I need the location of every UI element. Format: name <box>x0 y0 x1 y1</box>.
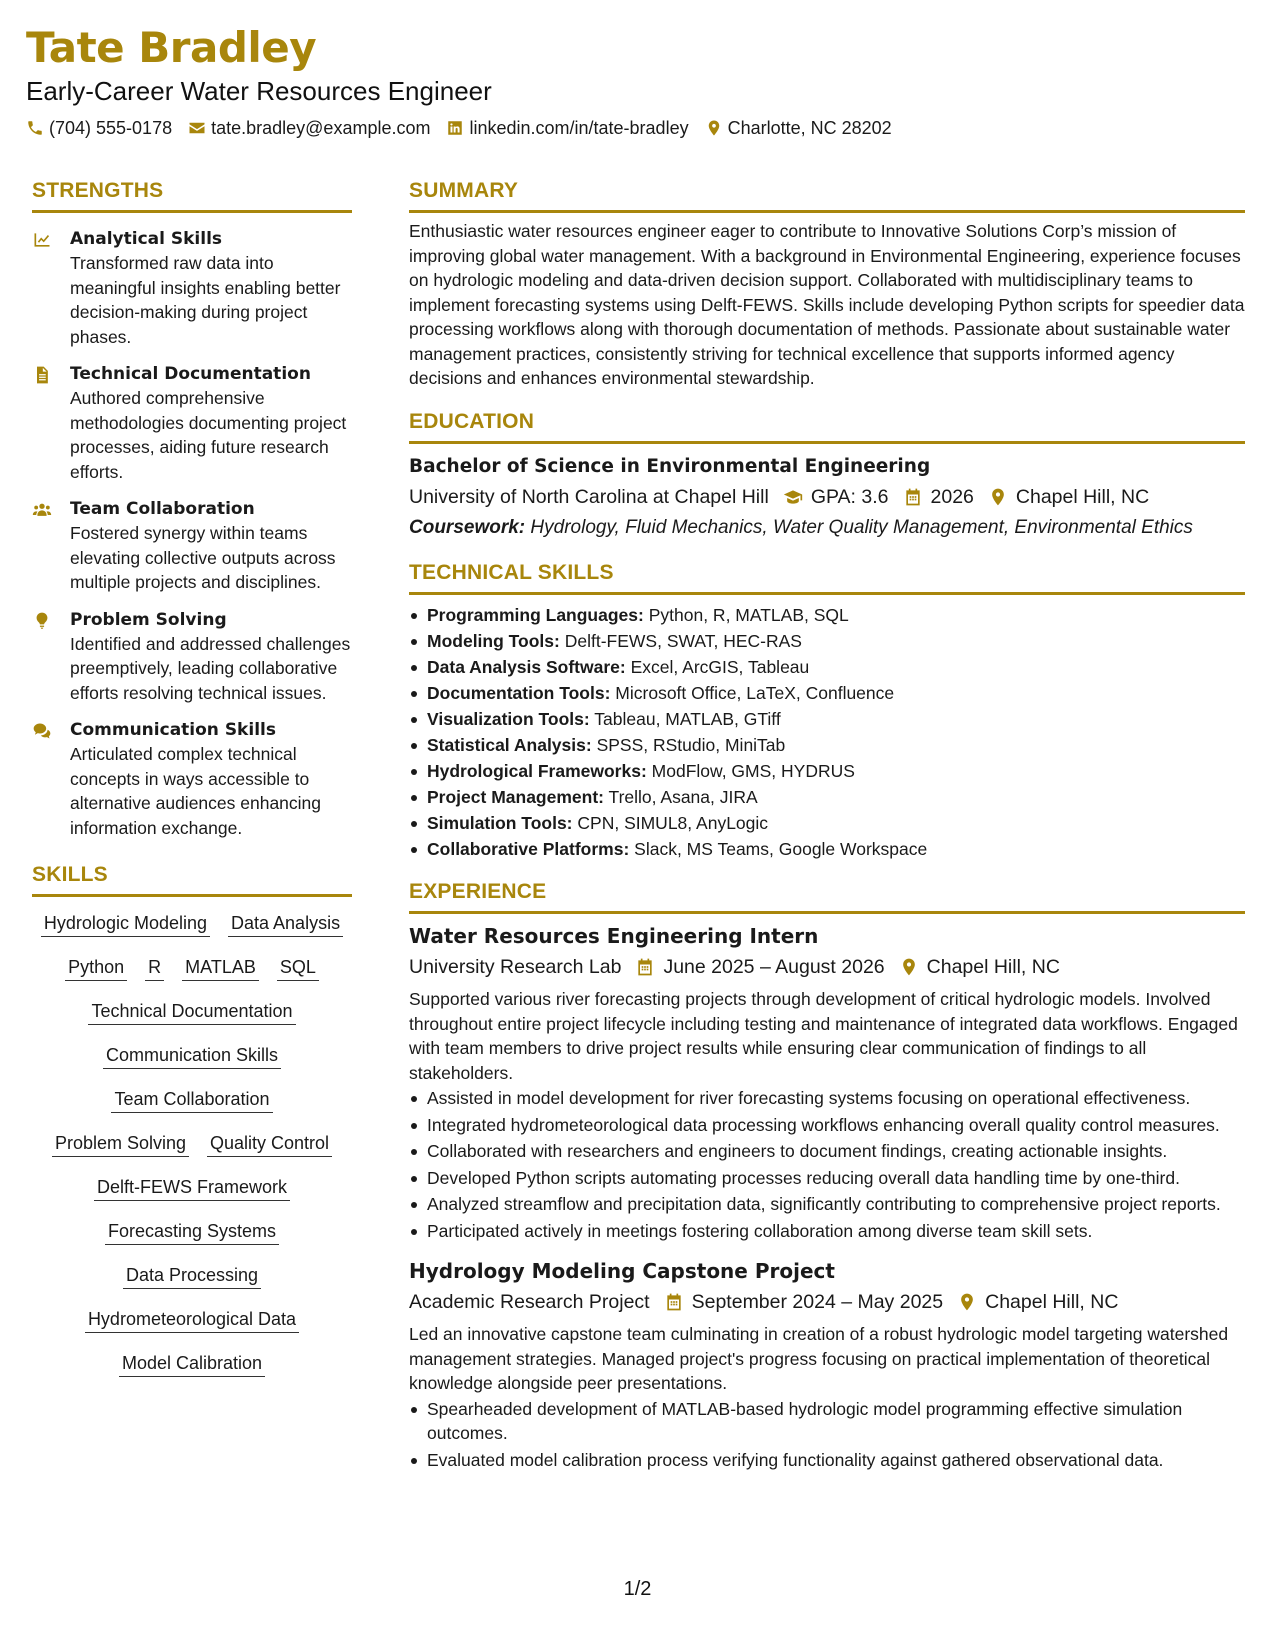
email-link[interactable]: tate.bradley@example.com <box>211 118 431 138</box>
skill-tag: Model Calibration <box>119 1351 265 1377</box>
contact-phone <box>26 116 172 140</box>
skill-tag: SQL <box>277 955 319 981</box>
lightbulb-icon <box>32 611 52 631</box>
strength-item <box>32 362 352 484</box>
experience-heading: EXPERIENCE <box>409 879 1245 914</box>
strengths-section <box>32 178 352 840</box>
skill-category: Programming Languages: <box>427 604 644 625</box>
job-title: Water Resources Engineering Intern <box>409 924 819 948</box>
job-meta <box>409 1288 1245 1316</box>
strength-desc: Authored comprehensive methodologies documenting project processes, aiding future research efforts. <box>70 388 347 482</box>
contact-location <box>705 116 892 140</box>
document-icon <box>32 365 52 385</box>
strength-title: Technical Documentation <box>70 364 311 384</box>
contact-linkedin[interactable] <box>446 116 688 140</box>
graduation-year: 2026 <box>930 485 974 508</box>
page-indicator: 1/2 <box>623 1578 652 1600</box>
calendar-icon <box>903 487 923 507</box>
candidate-title: Early-Career Water Resources Engineer <box>26 76 492 106</box>
coursework <box>409 514 1245 542</box>
left-column <box>32 178 352 1377</box>
location-text: Charlotte, NC 28202 <box>727 118 892 138</box>
resume-header <box>26 22 1246 140</box>
degree-title: Bachelor of Science in Environmental Engineering <box>409 455 931 477</box>
skill-tag: Communication Skills <box>103 1043 281 1069</box>
education-location: Chapel Hill, NC <box>1015 485 1150 508</box>
list-item <box>409 837 1245 862</box>
skills-section <box>32 862 352 1377</box>
strengths-list <box>32 227 352 840</box>
job-org: Academic Research Project <box>409 1291 650 1313</box>
list-item: Analyzed streamflow and precipitation data, significantly contributing to comprehensive project reports. <box>409 1192 1245 1217</box>
strength-title: Team Collaboration <box>70 499 255 519</box>
list-item: Developed Python scripts automating processes reducing overall data handling time by one-third. <box>409 1166 1245 1191</box>
skill-tag: Python <box>65 955 127 981</box>
skill-values: Tableau, MATLAB, GTiff <box>594 708 781 729</box>
job-entry <box>409 1257 1245 1472</box>
skill-tag: Hydrologic Modeling <box>41 911 210 937</box>
list-item <box>409 603 1245 628</box>
skill-category: Documentation Tools: <box>427 682 611 703</box>
technical-skills-section <box>409 560 1245 862</box>
graduation-cap-icon <box>783 487 803 507</box>
chart-line-icon <box>32 230 52 250</box>
summary-text: Enthusiastic water resources engineer eager to contribute to Innovative Solutions Corp’s mission of improving global water management. With a background in Environmental Engineering, experience focuses on hydrologic modeling and data-driven decision support. Collaborated with multidisciplinary teams to implement forecasting systems using Delft-FEWS. Skills include developing Python scripts for speedier data processing workflows along with thorough documentation of methods. Passionate about sustainable water management practices, consistently striving for technical excellence that supports informed agency decisions and enhances environmental stewardship. <box>409 221 1245 388</box>
skill-category: Collaborative Platforms: <box>427 838 630 859</box>
list-item: Collaborated with researchers and engineers to document findings, creating actionable insights. <box>409 1139 1245 1164</box>
list-item <box>409 733 1245 758</box>
job-description: Supported various river forecasting projects through development of critical hydrologic models. Involved throughout entire project lifecycle including testing and maintenance of integrated data workflows. Engaged with team members to drive project results while ensuring clear communication of findings to all stakeholders. <box>409 989 1238 1083</box>
skill-category: Modeling Tools: <box>427 630 560 651</box>
job-description: Led an innovative capstone team culminating in creation of a robust hydrologic model targeting watershed management strategies. Managed project's progress focusing on practical implementation of theoretical knowledge alongside peer presentations. <box>409 1324 1229 1393</box>
list-item <box>409 811 1245 836</box>
comments-icon <box>32 721 52 741</box>
strength-desc: Fostered synergy within teams elevating collective outputs across multiple projects and disciplines. <box>70 523 336 592</box>
skill-values: SPSS, RStudio, MiniTab <box>596 734 786 755</box>
coursework-label: Coursework: <box>409 516 526 538</box>
school-name: University of North Carolina at Chapel Hill <box>409 485 769 508</box>
list-item: Integrated hydrometeorological data processing workflows enhancing overall quality control measures. <box>409 1113 1245 1138</box>
skill-tag: Team Collaboration <box>111 1087 272 1113</box>
job-bullets <box>409 1397 1245 1473</box>
education-section <box>409 409 1245 542</box>
contact-email[interactable] <box>188 116 430 140</box>
summary-heading: SUMMARY <box>409 178 1245 213</box>
map-marker-icon <box>988 487 1008 507</box>
skill-category: Statistical Analysis: <box>427 734 592 755</box>
job-location: Chapel Hill, NC <box>926 956 1060 978</box>
skill-tag: R <box>145 955 164 981</box>
strength-title: Communication Skills <box>70 720 276 740</box>
skill-category: Project Management: <box>427 786 604 807</box>
map-marker-icon <box>705 119 723 137</box>
skill-tags <box>32 911 352 1377</box>
strength-desc: Articulated complex technical concepts in ways accessible to alternative audiences enhancing information exchange. <box>70 744 322 838</box>
job-title: Hydrology Modeling Capstone Project <box>409 1259 835 1283</box>
job-org: University Research Lab <box>409 956 622 978</box>
map-marker-icon <box>957 1292 977 1312</box>
phone-icon <box>26 119 44 137</box>
strength-title: Analytical Skills <box>70 229 223 249</box>
education-meta <box>409 483 1245 511</box>
strength-item <box>32 227 352 349</box>
skill-tag: Hydrometeorological Data <box>85 1307 299 1333</box>
education-heading: EDUCATION <box>409 409 1245 444</box>
skill-tag: MATLAB <box>182 955 259 981</box>
skill-tag: Quality Control <box>207 1131 332 1157</box>
strength-desc: Transformed raw data into meaningful insights enabling better decision-making during project phases. <box>70 253 341 347</box>
linkedin-icon <box>446 119 464 137</box>
strength-item <box>32 718 352 840</box>
list-item: Assisted in model development for river forecasting systems focusing on operational effectiveness. <box>409 1086 1245 1111</box>
skill-values: CPN, SIMUL8, AnyLogic <box>577 812 769 833</box>
phone-text: (704) 555-0178 <box>49 118 173 138</box>
contact-bar <box>26 116 1246 140</box>
skill-tag: Technical Documentation <box>88 999 295 1025</box>
summary-section <box>409 178 1245 391</box>
map-marker-icon <box>899 957 919 977</box>
job-entry <box>409 922 1245 1243</box>
strength-item <box>32 608 352 706</box>
list-item: Participated actively in meetings fostering collaboration among diverse team skill sets. <box>409 1219 1245 1244</box>
skill-tag: Problem Solving <box>52 1131 189 1157</box>
list-item <box>409 707 1245 732</box>
job-bullets <box>409 1086 1245 1243</box>
skill-values: ModFlow, GMS, HYDRUS <box>651 760 855 781</box>
job-dates: June 2025 – August 2026 <box>663 956 885 978</box>
technical-skills-list <box>409 603 1245 862</box>
skill-values: Excel, ArcGIS, Tableau <box>630 656 810 677</box>
coursework-list: Hydrology, Fluid Mechanics, Water Quality Management, Environmental Ethics <box>530 516 1193 538</box>
list-item: Evaluated model calibration process verifying functionality against gathered observational data. <box>409 1448 1245 1473</box>
skill-values: Microsoft Office, LaTeX, Confluence <box>615 682 895 703</box>
skill-tag: Data Analysis <box>228 911 343 937</box>
skill-tag: Delft-FEWS Framework <box>94 1175 290 1201</box>
calendar-icon <box>664 1292 684 1312</box>
strength-title: Problem Solving <box>70 609 227 630</box>
list-item <box>409 629 1245 654</box>
users-icon <box>32 500 52 520</box>
skill-tag: Data Processing <box>123 1263 261 1289</box>
skill-values: Trello, Asana, JIRA <box>608 786 758 807</box>
strength-desc: Identified and addressed challenges preemptively, leading collaborative efforts resolving technical issues. <box>70 633 351 703</box>
candidate-name: Tate Bradley <box>26 23 317 72</box>
right-column <box>409 178 1245 1474</box>
skill-category: Simulation Tools: <box>427 812 573 833</box>
job-meta <box>409 953 1245 981</box>
strengths-heading: STRENGTHS <box>32 178 352 213</box>
linkedin-link[interactable]: linkedin.com/in/tate-bradley <box>469 118 689 138</box>
skill-category: Data Analysis Software: <box>427 656 626 677</box>
skill-category: Visualization Tools: <box>427 708 590 729</box>
strength-item <box>32 497 352 595</box>
skills-heading: SKILLS <box>32 862 352 897</box>
list-item <box>409 785 1245 810</box>
list-item: Spearheaded development of MATLAB-based hydrologic model programming effective simulation outcomes. <box>409 1397 1245 1446</box>
skill-values: Delft-FEWS, SWAT, HEC-RAS <box>564 630 802 651</box>
technical-skills-heading: TECHNICAL SKILLS <box>409 560 1245 595</box>
job-dates: September 2024 – May 2025 <box>691 1291 944 1313</box>
skill-category: Hydrological Frameworks: <box>427 760 647 781</box>
skill-tag: Forecasting Systems <box>105 1219 279 1245</box>
experience-section <box>409 879 1245 1472</box>
list-item <box>409 759 1245 784</box>
list-item <box>409 681 1245 706</box>
envelope-icon <box>188 119 206 137</box>
list-item <box>409 655 1245 680</box>
job-location: Chapel Hill, NC <box>985 1291 1119 1313</box>
skill-values: Slack, MS Teams, Google Workspace <box>634 838 928 859</box>
gpa-text: GPA: 3.6 <box>810 485 889 508</box>
skill-values: Python, R, MATLAB, SQL <box>648 604 849 625</box>
calendar-icon <box>635 957 655 977</box>
